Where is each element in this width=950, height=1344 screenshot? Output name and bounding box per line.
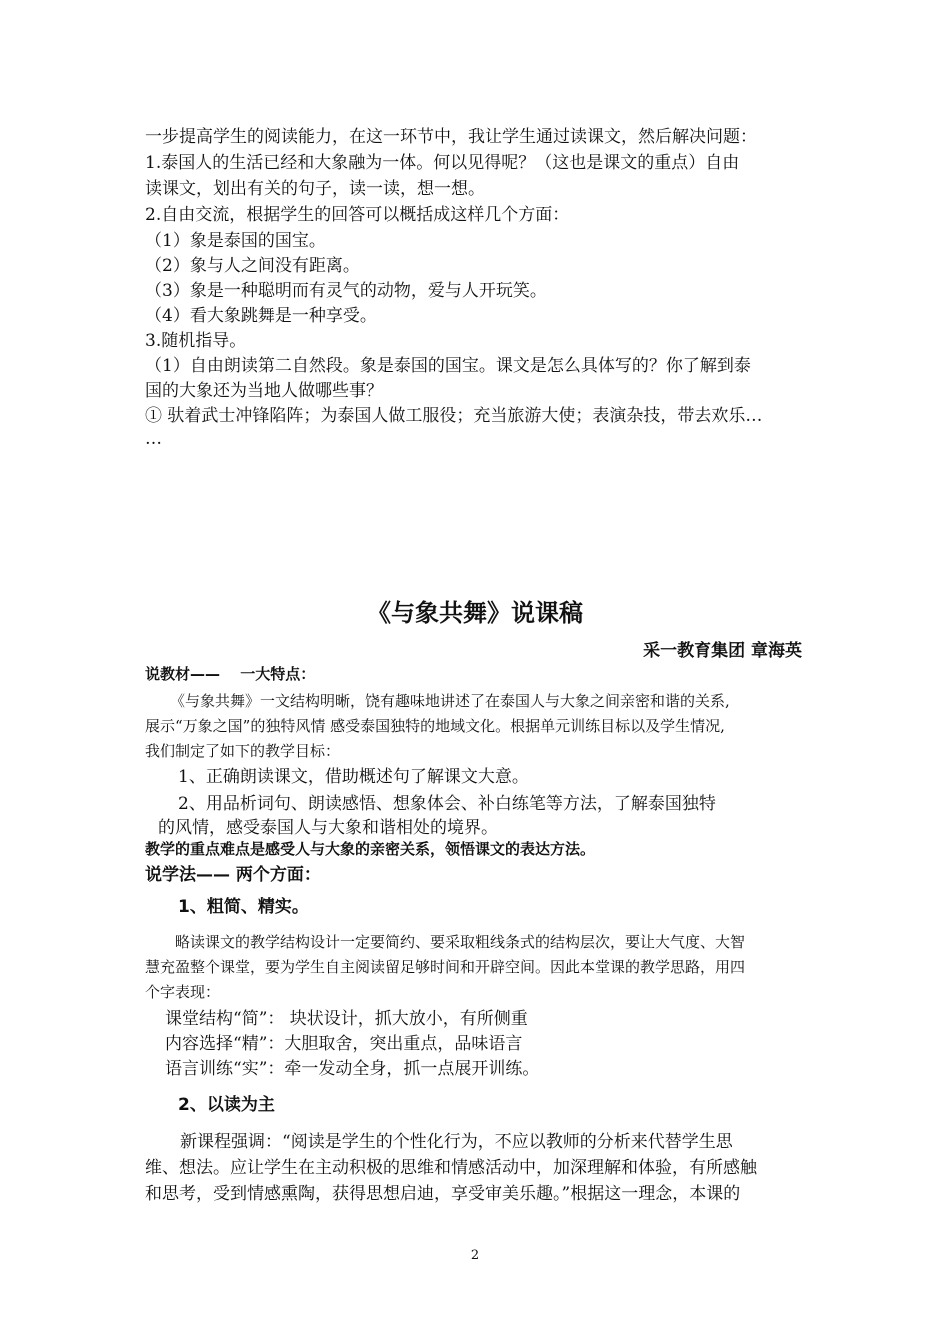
subheading: 2、以读为主 — [178, 1095, 275, 1115]
text-line: （3）象是一种聪明而有灵气的动物，爱与人开玩笑。 — [145, 281, 547, 301]
goal-line: 2、用品析词句、朗读感悟、想象体会、补白练笔等方法，了解泰国独特 — [178, 794, 716, 814]
principle-line: 内容选择“精”：大胆取舍，突出重点，品味语言 — [165, 1034, 523, 1054]
subheading: 1、粗简、精实。 — [178, 897, 309, 917]
text-line: 1.泰国人的生活已经和大象融为一体。何以见得呢？（这也是课文的重点）自由 — [145, 153, 740, 173]
page-title: 《与象共舞》说课稿 — [367, 599, 583, 627]
text-line: （2）象与人之间没有距离。 — [145, 256, 360, 276]
paragraph-line: 个字表现： — [145, 983, 221, 1001]
text-line: 读课文，划出有关的句子，读一读，想一想。 — [145, 179, 485, 199]
text-line: （4）看大象跳舞是一种享受。 — [145, 306, 377, 326]
text-line: ① 驮着武士冲锋陷阵；为泰国人做工服役；充当旅游大使；表演杂技，带去欢乐… — [145, 406, 763, 426]
page-number: 2 — [470, 1248, 480, 1263]
section-heading: 说学法—— 两个方面： — [145, 865, 321, 885]
text-line: 国的大象还为当地人做哪些事？ — [145, 381, 383, 401]
section-heading: 说教材—— 一大特点： — [145, 665, 316, 683]
paragraph-line: 维、想法。应让学生在主动积极的思维和情感活动中，加深理解和体验，有所感触 — [145, 1158, 757, 1178]
text-line: … — [145, 429, 162, 449]
paragraph-line: 新课程强调：“阅读是学生的个性化行为，不应以教师的分析来代替学生思 — [180, 1132, 733, 1152]
intro-line: 我们制定了如下的教学目标： — [145, 742, 341, 760]
paragraph-line: 略读课文的教学结构设计一定要简约、要采取粗线条式的结构层次，要让大气度、大智 — [175, 933, 746, 951]
paragraph-line: 慧充盈整个课堂，要为学生自主阅读留足够时间和开辟空间。因此本堂课的教学思路，用四 — [145, 958, 746, 976]
text-line: 一步提高学生的阅读能力，在这一环节中，我让学生通过读课文，然后解决问题： — [145, 127, 757, 147]
intro-line: 《与象共舞》一文结构明晰，饶有趣味地讲述了在泰国人与大象之间亲密和谐的关系, — [170, 692, 730, 710]
principle-line: 语言训练“实”：牵一发动全身，抓一点展开训练。 — [165, 1059, 540, 1079]
author-line: 采一教育集团 章海英 — [643, 641, 802, 661]
text-line: 2.自由交流，根据学生的回答可以概括成这样几个方面： — [145, 205, 570, 225]
text-line: 3.随机指导。 — [145, 331, 247, 351]
intro-line: 展示“万象之国”的独特风情 感受泰国独特的地域文化。根据单元训练目标以及学生情况, — [145, 717, 725, 735]
goal-line: 1、正确朗读课文，借助概述句了解课文大意。 — [178, 767, 529, 787]
principle-line: 课堂结构“简”： 块状设计，抓大放小，有所侧重 — [165, 1009, 528, 1029]
goal-line: 的风情，感受泰国人与大象和谐相处的境界。 — [158, 818, 498, 838]
key-point: 教学的重点难点是感受人与大象的亲密关系，领悟课文的表达方法。 — [145, 840, 596, 858]
text-line: （1）自由朗读第二自然段。象是泰国的国宝。课文是怎么具体写的？你了解到泰 — [145, 356, 751, 376]
paragraph-line: 和思考，受到情感熏陶，获得思想启迪，享受审美乐趣。”根据这一理念，本课的 — [145, 1184, 741, 1204]
text-line: （1）象是泰国的国宝。 — [145, 231, 326, 251]
